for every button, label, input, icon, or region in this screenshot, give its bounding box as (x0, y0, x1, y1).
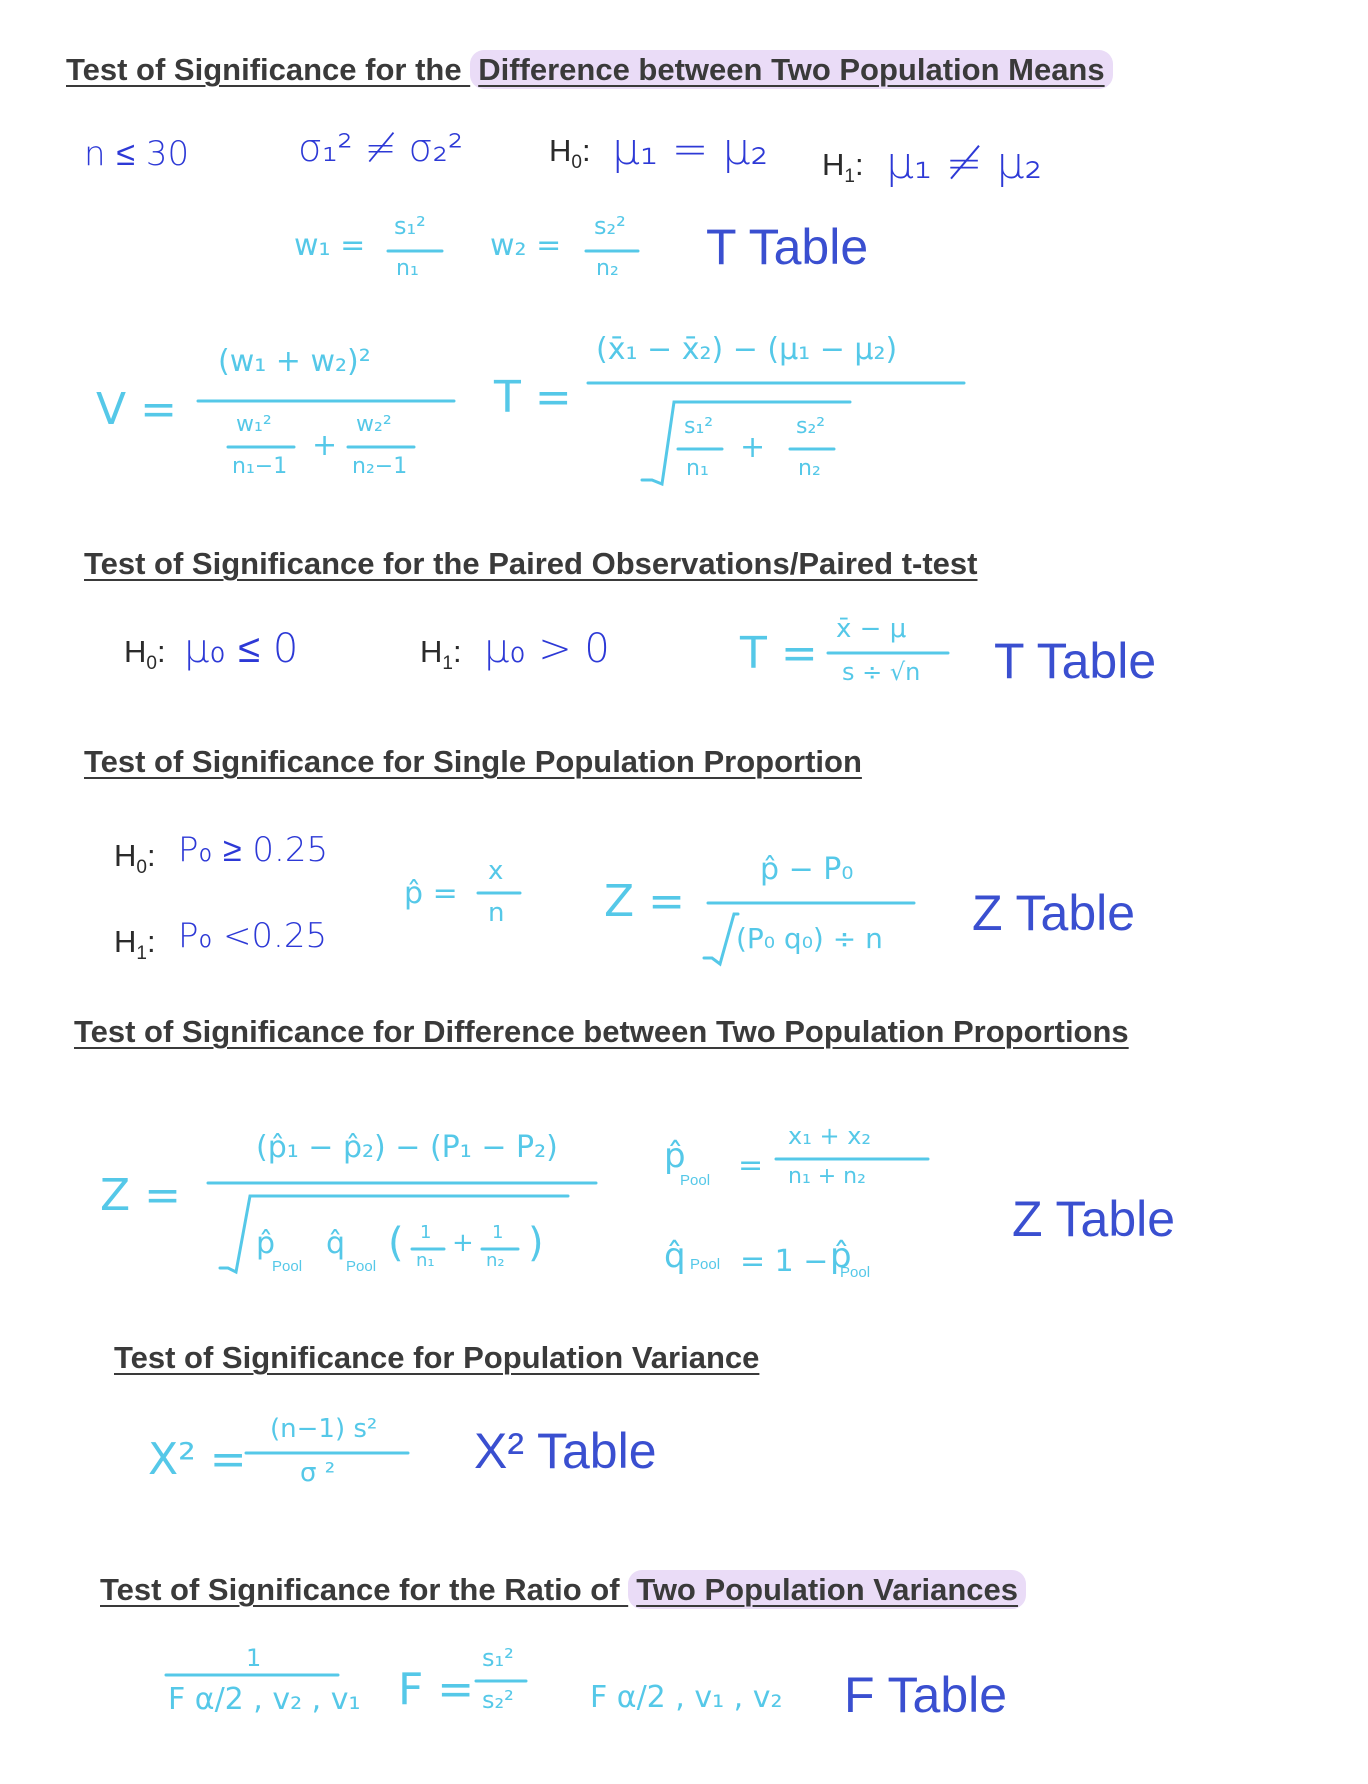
s4-den-paren-close: ) (528, 1220, 544, 1266)
chi-numerator: (n−1) s² (270, 1414, 378, 1444)
w1-fraction-bar (386, 248, 444, 254)
s1-h0-expression: μ₁ = μ₂ (612, 124, 769, 175)
s3-z-sqrt-sign (700, 908, 740, 968)
section-3-heading: Test of Significance for Single Population Proportion (84, 744, 862, 779)
section-5-heading: Test of Significance for Population Variance (114, 1340, 760, 1375)
chi-fraction-bar (244, 1450, 410, 1456)
s3-h1-expression: P₀ <0.25 (178, 916, 328, 956)
t-den-a-bar (676, 446, 724, 452)
w1-numerator: s₁² (394, 212, 426, 240)
section-1-heading-plain: Test of Significance for the (66, 52, 471, 87)
variance-condition: σ₁² ≠ σ₂² (298, 126, 464, 170)
s2-t-lhs: T = (740, 628, 818, 679)
w2-fraction-bar (584, 248, 640, 254)
section-6-heading-plain: Test of Significance for the Ratio of (100, 1572, 629, 1607)
sample-size-condition: n ≤ 30 (84, 134, 190, 174)
w2-numerator: s₂² (594, 212, 626, 240)
s2-h1-expression: μ₀ > 0 (484, 626, 610, 672)
s4-z-table-label: Z Table (1012, 1191, 1176, 1247)
v-numerator: (w₁ + w₂)² (218, 344, 371, 379)
t-den-b-numerator: s₂² (796, 414, 826, 439)
v-den-b-bar (346, 444, 416, 450)
s3-h0-expression: P₀ ≥ 0.25 (178, 830, 329, 870)
w2-denominator: n₂ (596, 256, 619, 281)
s1-h1-expression: μ₁ ≠ μ₂ (886, 138, 1043, 189)
s4-den-one-a: 1 (420, 1222, 432, 1243)
s4-den-p-pool-subscript: Pool (272, 1258, 303, 1275)
qpool-p-subscript: Pool (840, 1264, 871, 1281)
ppool-symbol: p̂ (664, 1136, 686, 1176)
s2-t-denominator: s ÷ √n (842, 658, 921, 686)
v-den-b-denominator: n₂−1 (352, 454, 408, 479)
ppool-fraction-bar (774, 1156, 930, 1162)
s3-z-numerator: p̂ − P₀ (760, 852, 854, 887)
chi-lhs: X² = (148, 1434, 247, 1485)
s4-den-n2: n₂ (486, 1250, 505, 1271)
w1-lhs: w₁ = (294, 228, 366, 263)
qpool-p-hat: p̂ (830, 1236, 852, 1276)
v-den-a-bar (226, 444, 296, 450)
section-6-heading (100, 1572, 1026, 1608)
t-lhs: T = (494, 372, 572, 423)
v-den-a-numerator: w₁² (236, 412, 272, 437)
s3-z-fraction-bar (706, 900, 916, 906)
ppool-equals: = (738, 1148, 764, 1183)
section-4-heading: Test of Significance for Difference between Two Population Proportions (74, 1014, 1129, 1049)
s2-h0-expression: μ₀ ≤ 0 (184, 626, 299, 672)
ppool-denominator: n₁ + n₂ (788, 1164, 866, 1189)
phat-lhs: p̂ = (404, 876, 458, 911)
s1-h0-label: $H_0$: (549, 133, 591, 174)
s3-z-table-label: Z Table (972, 885, 1136, 941)
s4-den-plus: + (452, 1228, 474, 1258)
t-den-a-denominator: n₁ (686, 456, 709, 481)
section-1-heading-highlight: Difference between Two Population Means (470, 50, 1112, 89)
section-6-heading-highlight: Two Population Variances (628, 1570, 1026, 1609)
t-den-b-bar (788, 446, 836, 452)
s4-den-n1: n₁ (416, 1250, 435, 1271)
phat-denominator: n (488, 898, 505, 928)
t-den-plus: + (740, 430, 766, 465)
v-lhs: V = (96, 384, 177, 435)
phat-numerator: x (488, 856, 504, 886)
t-fraction-bar (586, 380, 966, 386)
w1-denominator: n₁ (396, 256, 419, 281)
s4-z-numerator: (p̂₁ − p̂₂) − (P₁ − P₂) (256, 1130, 558, 1165)
s2-t-numerator: x̄ − μ (836, 614, 907, 644)
section-1-heading (66, 52, 1113, 88)
qpool-symbol: q̂ (664, 1236, 686, 1276)
s4-den-one-b: 1 (492, 1222, 504, 1243)
f-critical-value: F α/2 , v₁ , v₂ (590, 1680, 783, 1715)
f-inverse-numerator: 1 (246, 1644, 262, 1672)
s3-h0-label: $H_0$: (114, 838, 156, 879)
f-denominator: s₂² (482, 1686, 514, 1714)
f-fraction-bar (474, 1678, 528, 1684)
w2-lhs: w₂ = (490, 228, 562, 263)
phat-fraction-bar (476, 890, 522, 896)
t-den-b-denominator: n₂ (798, 456, 821, 481)
s4-z-lhs: Z = (100, 1170, 181, 1221)
s3-z-lhs: Z = (604, 876, 685, 927)
s3-h1-label: $H_1$: (114, 924, 156, 965)
s2-t-table-label: T Table (994, 633, 1157, 689)
chi-denominator: σ ² (300, 1458, 336, 1488)
s2-h0-label: $H_0$: (124, 634, 166, 675)
section-2-heading: Test of Significance for the Paired Observations/Paired t-test (84, 546, 978, 581)
f-inverse-fraction-bar (164, 1672, 340, 1678)
ppool-numerator: x₁ + x₂ (788, 1122, 872, 1150)
s4-den-q-pool-subscript: Pool (346, 1258, 377, 1275)
s4-den-q-hat: q̂ (326, 1226, 346, 1261)
f-numerator: s₁² (482, 1644, 514, 1672)
v-den-b-numerator: w₂² (356, 412, 392, 437)
f-inverse-denominator: F α/2 , v₂ , v₁ (168, 1682, 361, 1717)
s1-t-table-label: T Table (706, 219, 869, 275)
v-den-plus: + (312, 428, 338, 463)
s3-z-denominator: (P₀ q₀) ÷ n (736, 922, 883, 955)
s4-den-p-hat: p̂ (256, 1226, 276, 1261)
t-numerator: (x̄₁ − x̄₂) − (μ₁ − μ₂) (596, 332, 898, 367)
v-den-a-denominator: n₁−1 (232, 454, 288, 479)
s2-h1-label: $H_1$: (420, 634, 462, 675)
s4-z-fraction-bar (206, 1180, 598, 1186)
ppool-subscript: Pool (680, 1172, 711, 1189)
qpool-subscript: Pool (690, 1256, 721, 1273)
qpool-equals: = 1 − (740, 1244, 829, 1279)
s1-h1-label: $H_1$: (822, 147, 864, 188)
v-fraction-bar (196, 398, 456, 404)
s6-f-table-label: F Table (844, 1667, 1008, 1723)
s5-chi-table-label: X² Table (474, 1423, 657, 1479)
s4-den-paren-open: ( (388, 1220, 404, 1266)
f-lhs: F = (398, 1664, 475, 1715)
t-den-a-numerator: s₁² (684, 414, 714, 439)
s2-t-fraction-bar (826, 650, 950, 656)
